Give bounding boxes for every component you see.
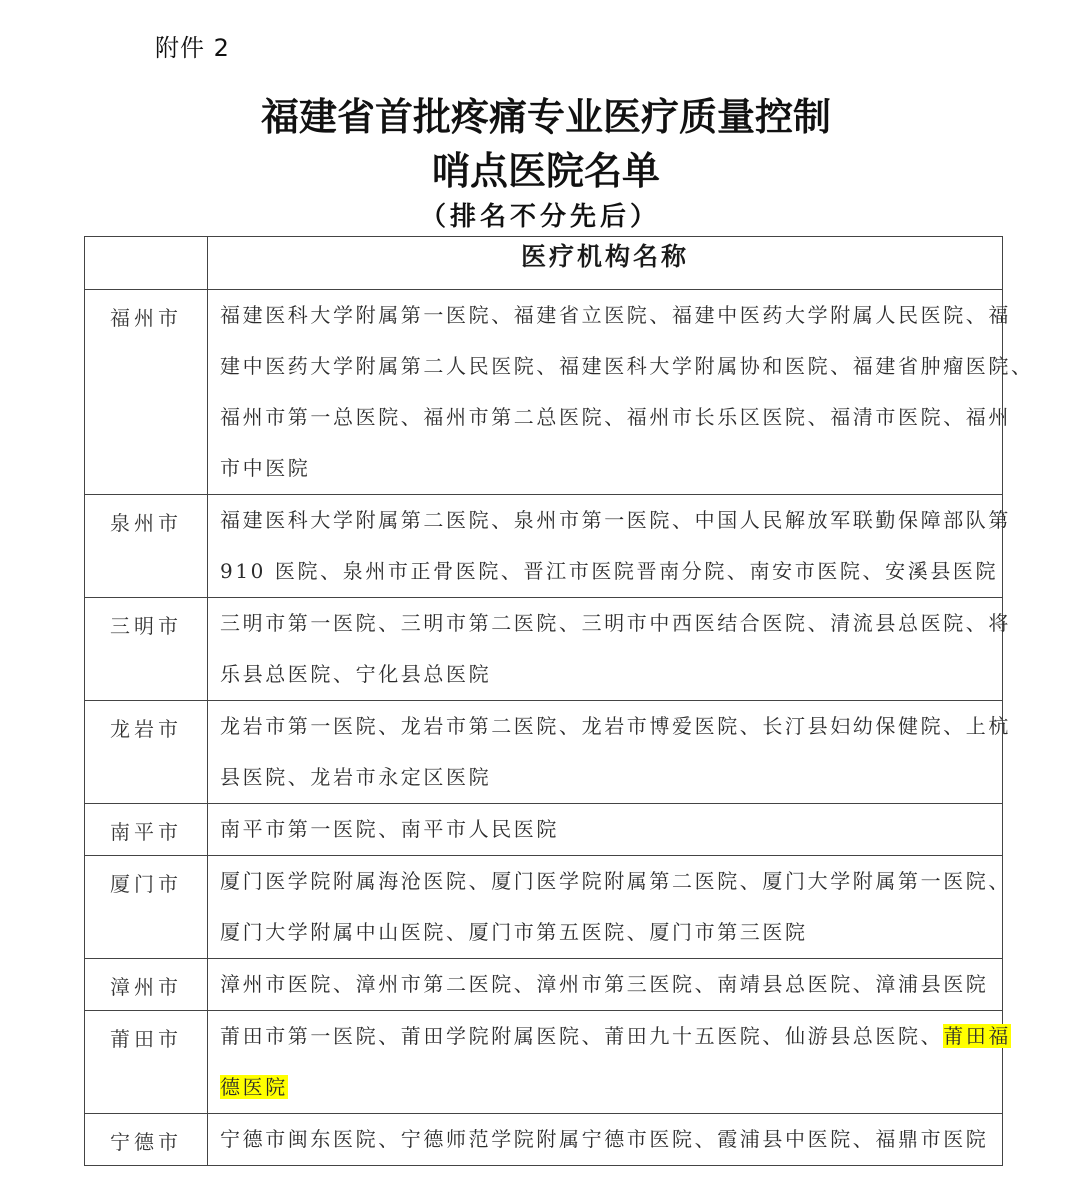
hospital-line <box>220 1074 1002 1113</box>
city-cell: 漳州市 <box>85 959 208 1011</box>
hospitals-cell <box>208 598 1011 701</box>
hospital-line: 建中医药大学附属第二人民医院、福建医科大学附属协和医院、福建省肿瘤医院、 <box>220 354 1034 378</box>
header-institution-name: 医疗机构名称 <box>208 237 1003 290</box>
hospital-line: 宁德市闽东医院、宁德师范学院附属宁德市医院、霞浦县中医院、福鼎市医院 <box>220 1127 989 1151</box>
hospitals-cell <box>208 856 1011 959</box>
hospitals-cell <box>208 804 1003 856</box>
hospital-line: 乐县总医院、宁化县总医院 <box>220 662 492 686</box>
city-cell: 宁德市 <box>85 1114 208 1166</box>
table-row <box>85 290 1003 495</box>
table-row <box>85 495 1003 598</box>
hospital-line: 厦门医学院附属海沧医院、厦门医学院附属第二医院、厦门大学附属第一医院、 <box>220 869 1011 893</box>
hospital-text: 莆田市第一医院、莆田学院附属医院、莆田九十五医院、仙游县总医院、 <box>220 1024 944 1048</box>
page-title-line-2: 哨点医院名单 <box>431 148 660 193</box>
hospital-line: 福州市第一总医院、福州市第二总医院、福州市长乐区医院、福清市医院、福州 <box>220 405 1011 429</box>
highlighted-hospital-text: 莆田福 <box>943 1024 1012 1048</box>
city-cell: 厦门市 <box>85 856 208 959</box>
hospital-line: 南平市第一医院、南平市人民医院 <box>220 817 559 841</box>
hospital-table <box>84 236 1034 1166</box>
table-row <box>85 804 1003 856</box>
hospital-line: 县医院、龙岩市永定区医院 <box>220 765 492 789</box>
hospital-line: 市中医院 <box>220 456 311 480</box>
city-cell: 三明市 <box>85 598 208 701</box>
table-row <box>85 1011 1003 1114</box>
page-title-line-1: 福建省首批疼痛专业医疗质量控制 <box>260 94 831 139</box>
table-row <box>85 1114 1003 1166</box>
table-row <box>85 701 1003 804</box>
table-row <box>85 959 1003 1011</box>
hospitals-cell <box>208 1011 1012 1114</box>
hospital-line: 龙岩市第一医院、龙岩市第二医院、龙岩市博爱医院、长汀县妇幼保健院、上杭 <box>220 714 1011 738</box>
hospital-line: 厦门大学附属中山医院、厦门市第五医院、厦门市第三医院 <box>220 920 808 944</box>
highlighted-hospital-text: 德医院 <box>220 1075 288 1099</box>
hospital-line: 漳州市医院、漳州市第二医院、漳州市第三医院、南靖县总医院、漳浦县医院 <box>220 972 989 996</box>
hospital-line: 福建医科大学附属第二医院、泉州市第一医院、中国人民解放军联勤保障部队第 <box>220 508 1011 532</box>
hospitals-cell <box>208 495 1011 598</box>
city-cell: 福州市 <box>85 290 208 495</box>
table-header-row <box>85 237 1003 290</box>
header-city <box>85 237 208 290</box>
city-cell: 龙岩市 <box>85 701 208 804</box>
hospitals-cell <box>208 959 1003 1011</box>
table-row <box>85 598 1003 701</box>
table-row <box>85 856 1003 959</box>
hospital-line: 福建医科大学附属第一医院、福建省立医院、福建中医药大学附属人民医院、福 <box>220 303 1011 327</box>
hospital-line <box>220 1023 1012 1074</box>
attachment-label: 附件 2 <box>155 34 230 62</box>
hospital-line: 910 医院、泉州市正骨医院、晋江市医院晋南分院、南安市医院、安溪县医院 <box>220 559 999 583</box>
city-cell: 莆田市 <box>85 1011 208 1114</box>
hospital-line: 三明市第一医院、三明市第二医院、三明市中西医结合医院、清流县总医院、将 <box>220 611 1011 635</box>
hospitals-cell <box>208 290 1034 495</box>
hospitals-cell <box>208 1114 1003 1166</box>
hospitals-cell <box>208 701 1011 804</box>
city-cell: 南平市 <box>85 804 208 856</box>
city-cell: 泉州市 <box>85 495 208 598</box>
subtitle: （排名不分先后） <box>419 202 660 232</box>
